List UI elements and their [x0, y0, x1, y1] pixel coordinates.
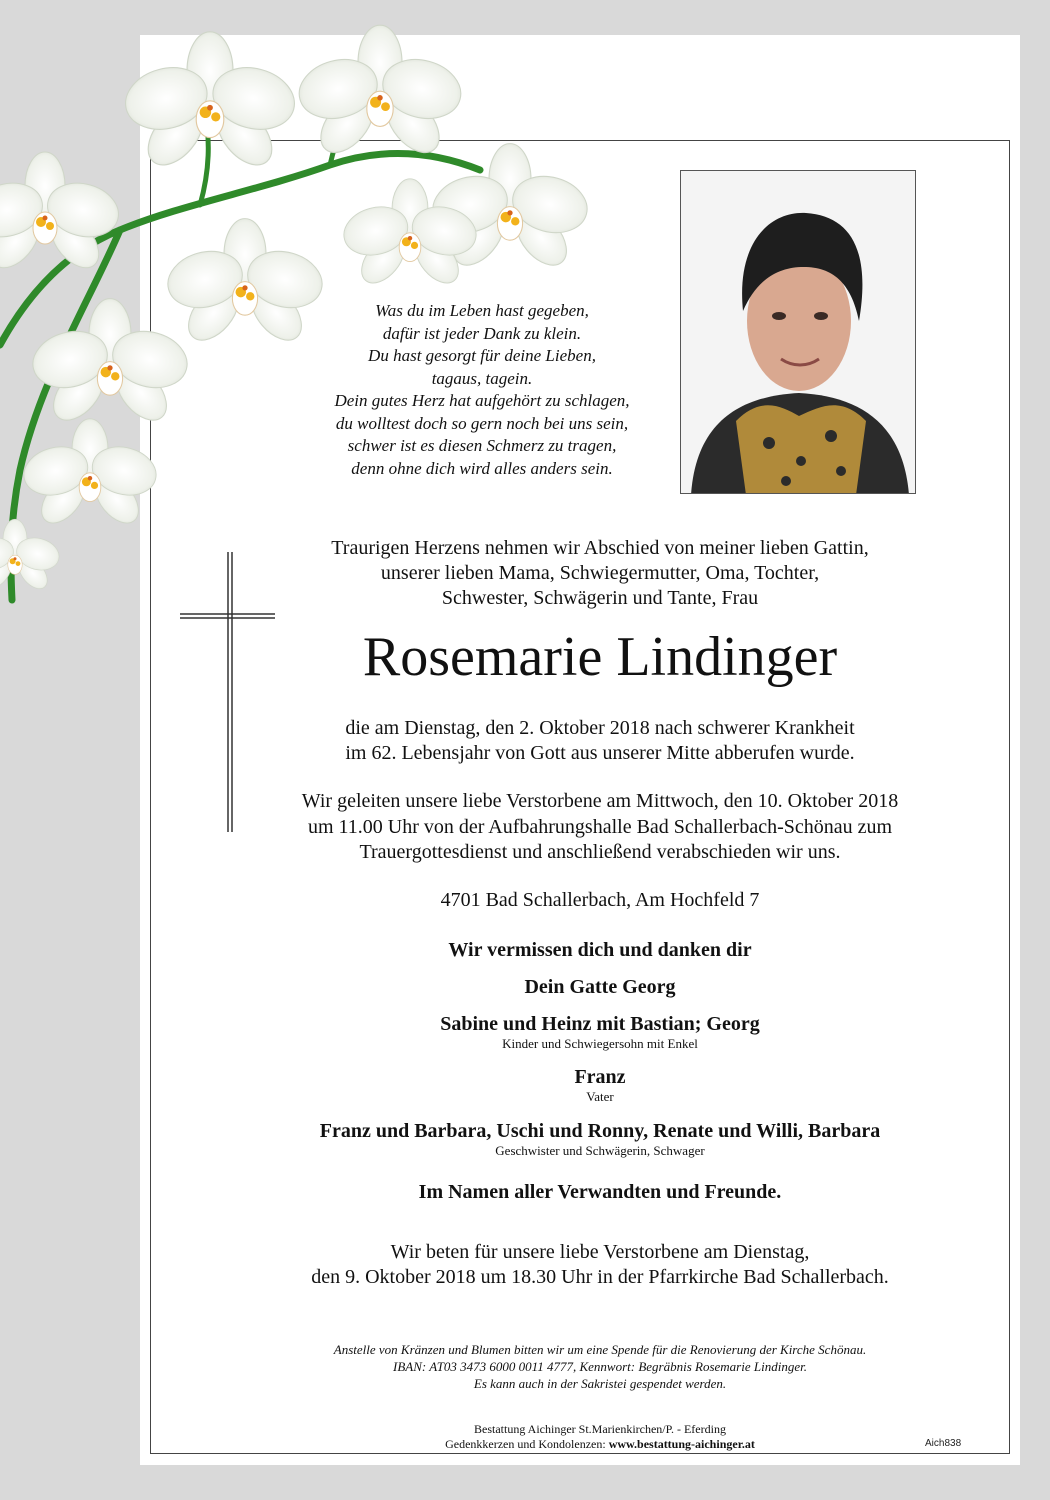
poem-line: du wolltest doch so gern noch bei uns sein, [335, 413, 629, 433]
intro-line: unserer lieben Mama, Schwiegermutter, Oma, Tochter, [380, 562, 820, 584]
mourner-names: Dein Gatte Georg [524, 976, 676, 998]
condolence-label: Gedenkkerzen und Kondolenzen: [445, 1437, 609, 1451]
closing-line: Im Namen aller Verwandten und Freunde. [418, 1181, 782, 1203]
mourner-relation: Kinder und Schwiegersohn mit Enkel [502, 1036, 698, 1051]
document-code: Aich838 [925, 1438, 962, 1449]
mourner-group [150, 1012, 1050, 1052]
funeral-line: Wir geleiten unsere liebe Verstorbene am Mittwoch, den 10. Oktober 2018 [301, 790, 899, 812]
poem-line: dafür ist jeder Dank zu klein. [382, 323, 582, 343]
mourner-group [150, 1119, 1050, 1159]
intro-text [150, 536, 1050, 611]
death-line: die am Dienstag, den 2. Oktober 2018 nach schwerer Krankheit [345, 717, 855, 739]
mourner-names: Sabine und Heinz mit Bastian; Georg [440, 1013, 760, 1035]
death-line: im 62. Lebensjahr von Gott aus unserer Mitte abberufen wurde. [345, 742, 855, 764]
poem-line: tagaus, tagein. [431, 368, 533, 388]
missed-heading: Wir vermissen dich und danken dir [448, 939, 752, 961]
intro-line: Traurigen Herzens nehmen wir Abschied von meiner lieben Gattin, [331, 537, 869, 559]
prayer-notice [150, 1240, 1050, 1290]
mourner-relation: Geschwister und Schwägerin, Schwager [495, 1143, 705, 1158]
donation-note [150, 1341, 1050, 1392]
mourner-names: Franz [574, 1066, 626, 1088]
mourner-names: Franz und Barbara, Uschi und Ronny, Renate und Willi, Barbara [319, 1120, 881, 1142]
death-notice [150, 716, 1050, 766]
funeral-notice [150, 789, 1050, 866]
funeral-line: um 11.00 Uhr von der Aufbahrungshalle Bad Schallerbach-Schönau zum [307, 815, 893, 838]
donation-line: Es kann auch in der Sakristei gespendet werden. [473, 1376, 727, 1391]
poem [262, 300, 702, 480]
poem-line: Was du im Leben hast gegeben, [375, 301, 589, 320]
condolence-line [150, 1437, 1050, 1452]
website-link[interactable]: www.bestattung-aichinger.at [608, 1437, 755, 1451]
poem-line: Du hast gesorgt für deine Lieben, [368, 346, 596, 365]
family-address: 4701 Bad Schallerbach, Am Hochfeld 7 [440, 889, 760, 911]
deceased-name: Rosemarie Lindinger [362, 626, 838, 688]
poem-line: Dein gutes Herz hat aufgehört zu schlagen, [334, 391, 630, 410]
poem-line: denn ohne dich wird alles anders sein. [351, 458, 613, 478]
mourner-group [150, 1065, 1050, 1105]
funeral-line: Trauergottesdienst und anschließend verabschieden wir uns. [359, 841, 841, 863]
donation-line: IBAN: AT03 3473 6000 0011 4777, Kennwort: Begräbnis Rosemarie Lindinger. [393, 1359, 807, 1374]
donation-line: Anstelle von Kränzen und Blumen bitten wir um eine Spende für die Renovierung der Kirche Schönau. [333, 1342, 867, 1357]
poem-line: schwer ist es diesen Schmerz zu tragen, [347, 436, 617, 455]
funeral-home-name: Bestattung Aichinger St.Marienkirchen/P. - Eferding [474, 1422, 726, 1436]
mourner-relation: Vater [586, 1089, 614, 1104]
prayer-line: den 9. Oktober 2018 um 18.30 Uhr in der Pfarrkirche Bad Schallerbach. [311, 1266, 889, 1288]
prayer-line: Wir beten für unsere liebe Verstorbene am Dienstag, [390, 1241, 810, 1263]
funeral-home-footer [150, 1422, 1050, 1452]
intro-line: Schwester, Schwägerin und Tante, Frau [441, 587, 759, 609]
portrait-photo [680, 170, 916, 494]
mourner-group [150, 975, 1050, 999]
